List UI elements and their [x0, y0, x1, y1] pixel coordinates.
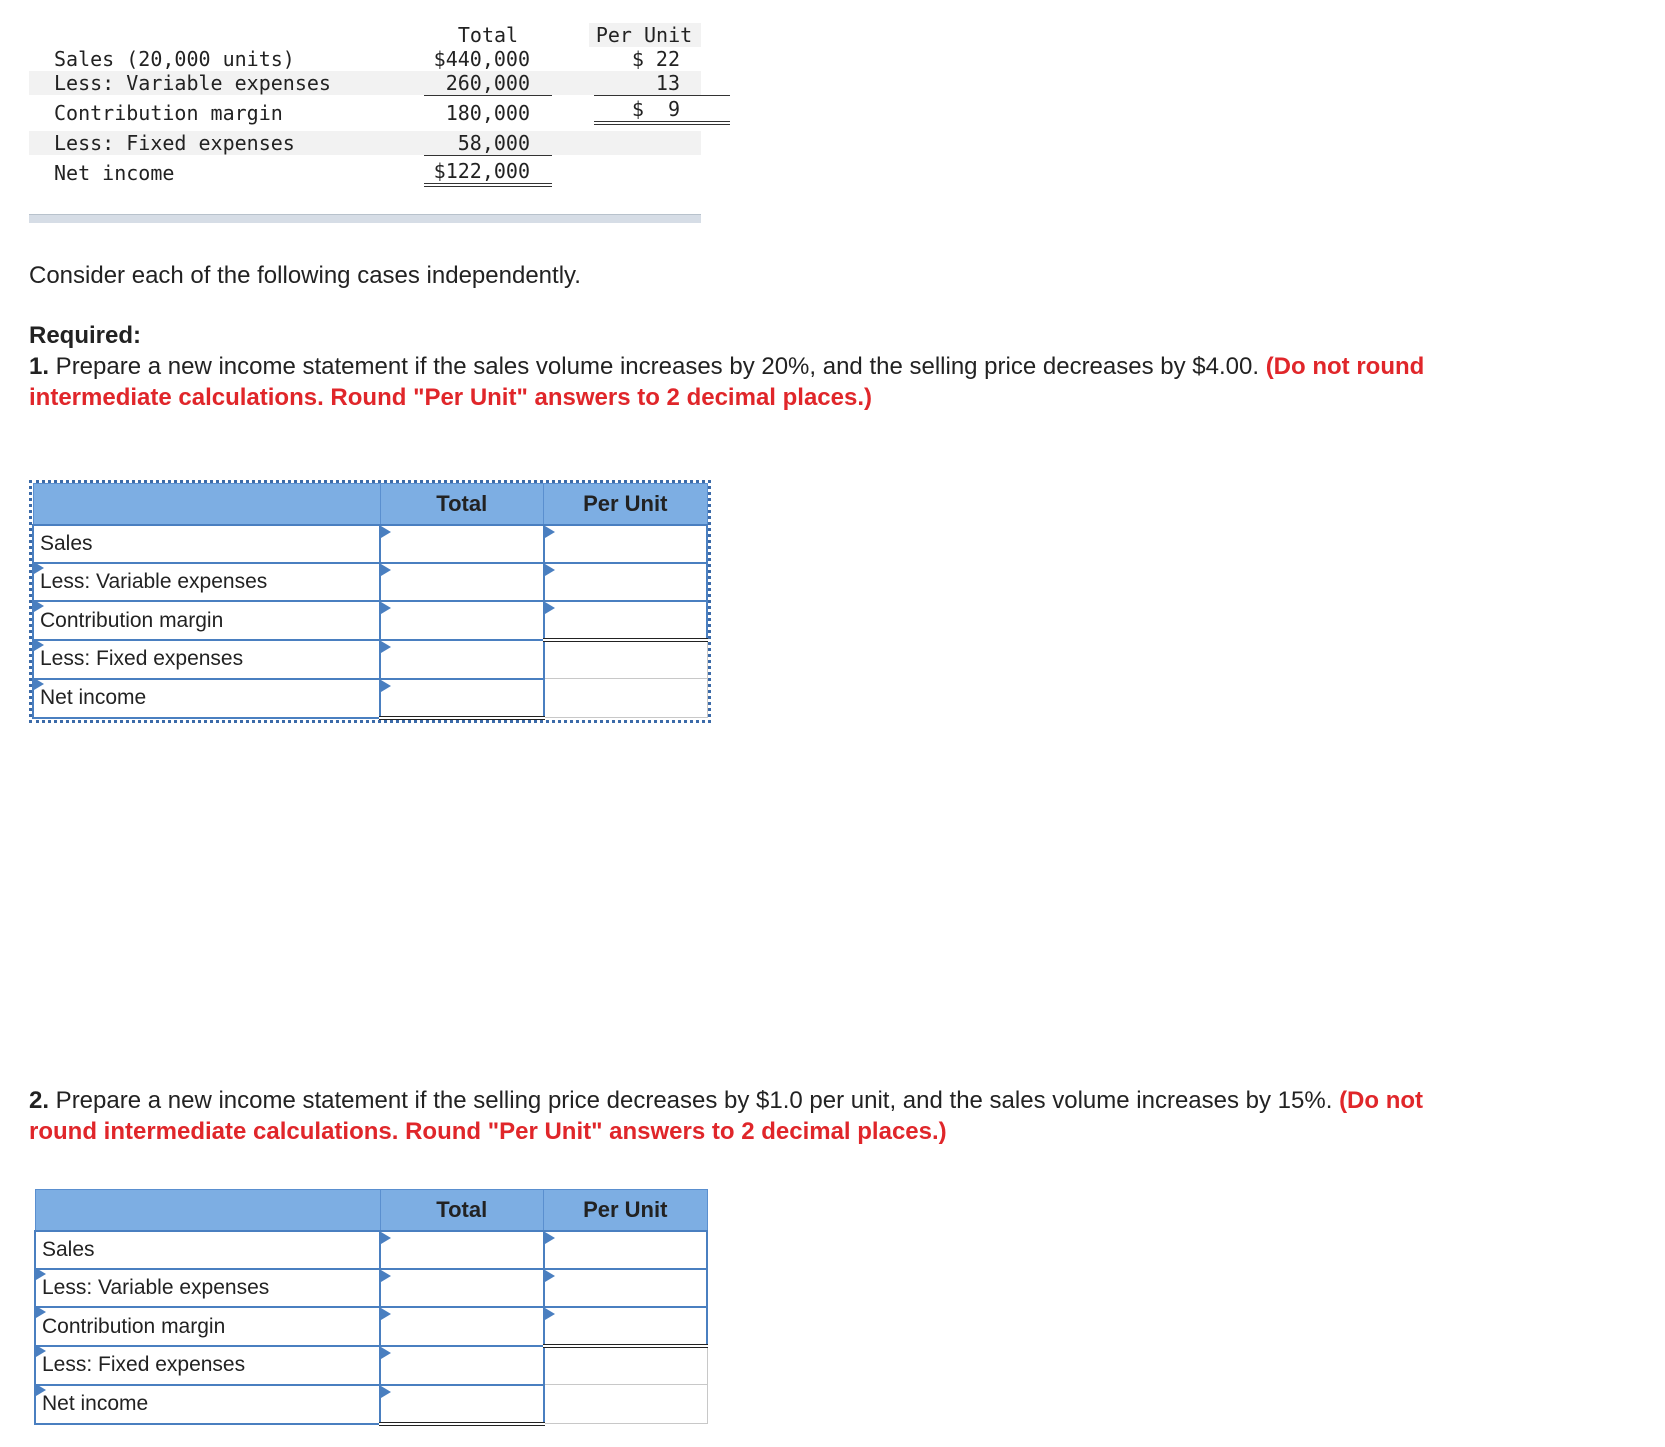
q2-text: Prepare a new income statement if the selling price decreases by $1.0 per unit, and the sales volume increases by 15%. [49, 1087, 1340, 1114]
input-marker-icon [381, 680, 391, 692]
q1-contribution-total-input[interactable] [381, 602, 543, 639]
q1-number: 1. [29, 353, 50, 380]
input-marker-icon [545, 602, 555, 614]
q2-note-line1: (Do not [1339, 1087, 1424, 1114]
input-marker-icon [381, 602, 391, 614]
row-label-variable-expenses: Less: Variable expenses [42, 1276, 270, 1299]
given-label: Less: Variable expenses [54, 71, 331, 95]
q1-variable-per-unit-input[interactable] [545, 564, 706, 600]
input-marker-icon [34, 639, 44, 651]
table-row [35, 1385, 707, 1424]
given-table-footer-bar [29, 214, 701, 223]
q2-net-income-total-input[interactable] [381, 1386, 543, 1422]
input-marker-icon [381, 1232, 391, 1244]
input-marker-icon [36, 1384, 46, 1396]
input-marker-icon [545, 564, 555, 576]
input-marker-icon [34, 562, 44, 574]
given-per-unit-value: 13 [594, 71, 730, 96]
given-row-contribution [29, 95, 701, 131]
input-marker-icon [381, 1270, 391, 1282]
given-total-value: $122,000 [424, 159, 552, 187]
q2-number: 2. [29, 1087, 50, 1114]
given-header-total: Total [457, 23, 519, 47]
input-marker-icon [381, 526, 391, 538]
input-marker-icon [381, 564, 391, 576]
row-label-sales: Sales [33, 525, 380, 563]
q1-fixed-total-input[interactable] [381, 641, 543, 678]
given-row-fixed [29, 131, 701, 155]
table-row [35, 1346, 707, 1385]
row-label-fixed-expenses: Less: Fixed expenses [40, 647, 244, 671]
table-row [33, 563, 707, 601]
input-marker-icon [545, 1308, 555, 1320]
given-total-value: 180,000 [445, 101, 530, 125]
input-marker-icon [545, 526, 555, 538]
q2-contribution-total-input[interactable] [381, 1308, 543, 1345]
table-row [33, 640, 707, 679]
given-header-row [29, 23, 701, 47]
q2-fixed-total-input[interactable] [381, 1347, 543, 1384]
row-label-net-income: Net income [40, 686, 147, 709]
table-row [35, 1269, 707, 1307]
q1-note-line1: (Do not round [1265, 353, 1425, 380]
q2-note-line2: round intermediate calculations. Round "Per Unit" answers to 2 decimal places.) [29, 1118, 947, 1145]
given-per-unit-value: $ 22 [631, 47, 680, 71]
input-marker-icon [34, 678, 44, 690]
q1-variable-total-input[interactable] [381, 564, 543, 600]
given-label: Contribution margin [54, 101, 283, 125]
col-total-header: Total [380, 1190, 544, 1232]
input-marker-icon [34, 600, 44, 612]
col-per-unit-header: Per Unit [544, 484, 707, 526]
answer-table-1-header [33, 484, 707, 526]
given-total-value: 260,000 [424, 71, 552, 96]
answer-table-1 [32, 483, 708, 720]
row-label-fixed-expenses: Less: Fixed expenses [42, 1353, 246, 1377]
input-marker-icon [36, 1345, 46, 1357]
col-per-unit-header: Per Unit [544, 1190, 708, 1232]
row-label-contribution-margin: Contribution margin [42, 1314, 226, 1338]
table-row [35, 1231, 707, 1269]
q1-text: Prepare a new income statement if the sales volume increases by 20%, and the selling price decreases by $4.00. [49, 353, 1266, 380]
input-marker-icon [381, 1347, 391, 1359]
input-marker-icon [381, 1308, 391, 1320]
table-row [33, 601, 707, 640]
q2-sales-total-input[interactable] [381, 1232, 543, 1268]
input-marker-icon [545, 1232, 555, 1244]
given-per-unit-value: $ 9 [594, 97, 730, 125]
input-marker-icon [545, 1270, 555, 1282]
given-row-net-income [29, 155, 701, 193]
table-row [33, 525, 707, 563]
row-label-contribution-margin: Contribution margin [40, 608, 224, 632]
table-row [33, 679, 707, 718]
given-row-variable [29, 71, 701, 95]
table-row [35, 1307, 707, 1346]
q2-variable-total-input[interactable] [381, 1270, 543, 1306]
given-total-value: $440,000 [433, 47, 530, 71]
given-label: Less: Fixed expenses [54, 131, 295, 155]
col-total-header: Total [380, 484, 544, 526]
q2-contribution-per-unit-input[interactable] [545, 1308, 707, 1344]
given-total-value: 58,000 [424, 131, 552, 156]
q1-note-line2: intermediate calculations. Round "Per Unit" answers to 2 decimal places.) [29, 384, 872, 411]
input-marker-icon [36, 1306, 46, 1318]
input-marker-icon [381, 1386, 391, 1398]
required-label: Required: [29, 322, 142, 349]
q2-variable-per-unit-input[interactable] [545, 1270, 707, 1306]
q1-net-income-total-input[interactable] [381, 680, 543, 716]
q1-sales-total-input[interactable] [381, 526, 543, 562]
given-income-statement [29, 23, 701, 193]
q2-sales-per-unit-input[interactable] [545, 1232, 707, 1268]
given-label: Net income [54, 161, 175, 185]
given-header-per-unit: Per Unit [595, 23, 693, 47]
given-row-sales [29, 47, 701, 71]
answer-table-2 [34, 1189, 708, 1426]
intro-text: Consider each of the following cases independently. [29, 262, 581, 289]
input-marker-icon [36, 1268, 46, 1280]
row-label-net-income: Net income [42, 1392, 149, 1415]
input-marker-icon [381, 641, 391, 653]
given-label: Sales (20,000 units) [54, 47, 295, 71]
q1-contribution-per-unit-input[interactable] [545, 602, 706, 638]
answer-table-2-header [35, 1190, 707, 1232]
q1-sales-per-unit-input[interactable] [545, 526, 706, 562]
row-label-variable-expenses: Less: Variable expenses [40, 570, 268, 593]
row-label-sales: Sales [35, 1231, 380, 1269]
